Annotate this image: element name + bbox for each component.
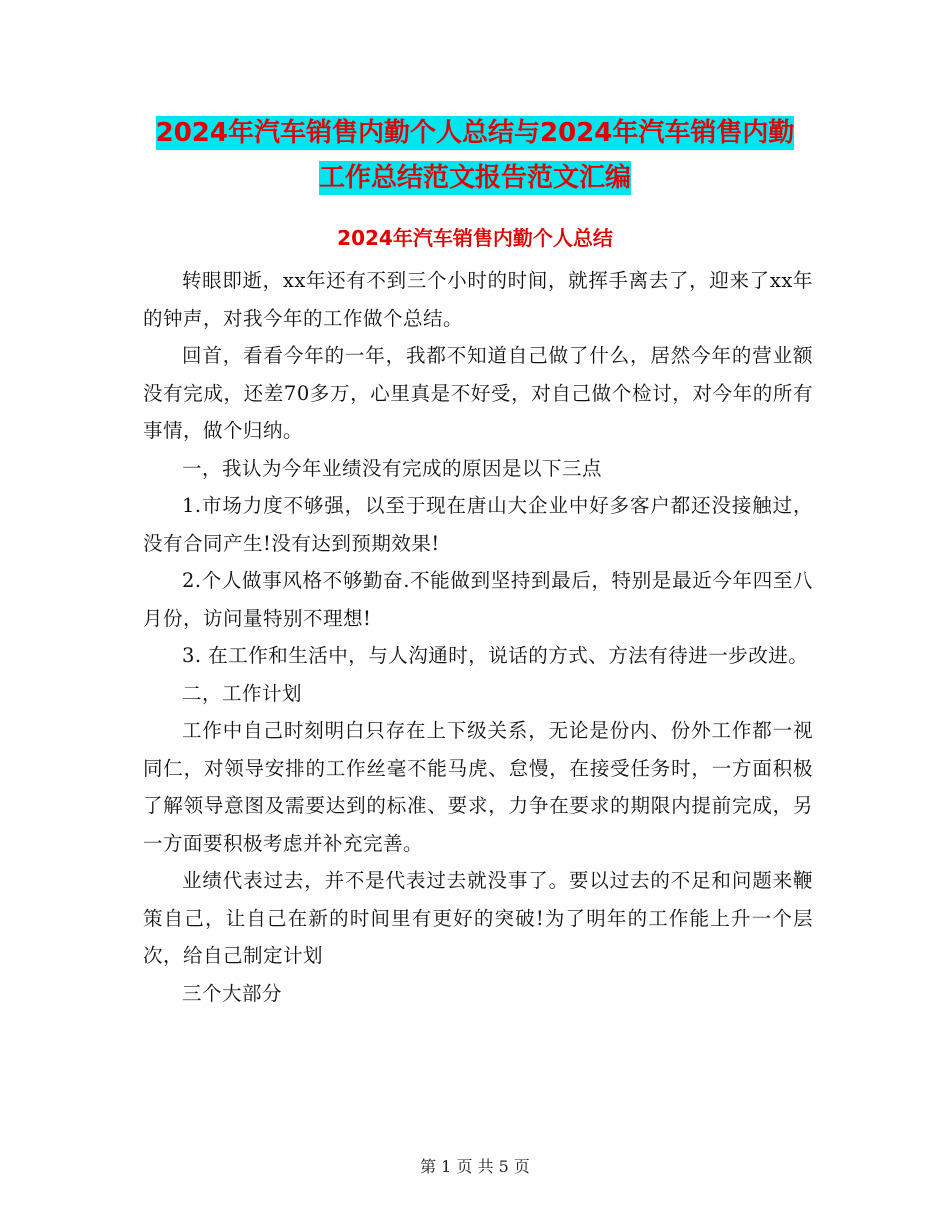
paragraph: 2.个人做事风格不够勤奋.不能做到坚持到最后，特别是最近今年四至八月份，访问量特别不理想!: [143, 569, 813, 630]
paragraph: 工作中自己时刻明白只存在上下级关系，无论是份内、份外工作都一视同仁，对领导安排的工作丝毫不能马虎、怠慢，在接受任务时，一方面积极了解领导意图及需要达到的标准、要求，力争在要求的期限内提前完成，另一方面要积极考虑并补充完善。: [143, 719, 813, 855]
paragraph: 三个大部分: [182, 981, 283, 1005]
document-title-line-2: [0, 157, 950, 194]
paragraph: 回首，看看今年的一年，我都不知道自己做了什么，居然今年的营业额没有完成，还差70多万，心里真是不好受，对自己做个检讨，对今年的所有事情，做个归纳。: [143, 344, 813, 442]
paragraph: 转眼即逝，xx年还有不到三个小时的时间，就挥手离去了，迎来了xx年的钟声，对我今年的工作做个总结。: [143, 269, 813, 330]
page-footer: 第 1 页 共 5 页: [420, 1157, 530, 1176]
paragraph: 1.市场力度不够强，以至于现在唐山大企业中好多客户都还没接触过，没有合同产生!没有达到预期效果!: [143, 494, 813, 555]
paragraph: 业绩代表过去，并不是代表过去就没事了。要以过去的不足和问题来鞭策自己，让自己在新的时间里有更好的突破!为了明年的工作能上升一个层次，给自己制定计划: [143, 869, 813, 967]
document-title-line-1-text: 2024年汽车销售内勤个人总结与2024年汽车销售内勤: [155, 118, 795, 148]
paragraph: 二，工作计划: [182, 681, 303, 705]
document-title-line-2-text: 工作总结范文报告范文汇编: [318, 163, 631, 193]
section-title: 2024年汽车销售内勤个人总结: [337, 226, 613, 250]
paragraph: 3. 在工作和生活中，与人沟通时，说话的方式、方法有待进一步改进。: [182, 644, 809, 667]
paragraph: 一，我认为今年业绩没有完成的原因是以下三点: [182, 456, 603, 480]
document-title-line-1: [0, 112, 950, 149]
document-body: [143, 262, 813, 1012]
